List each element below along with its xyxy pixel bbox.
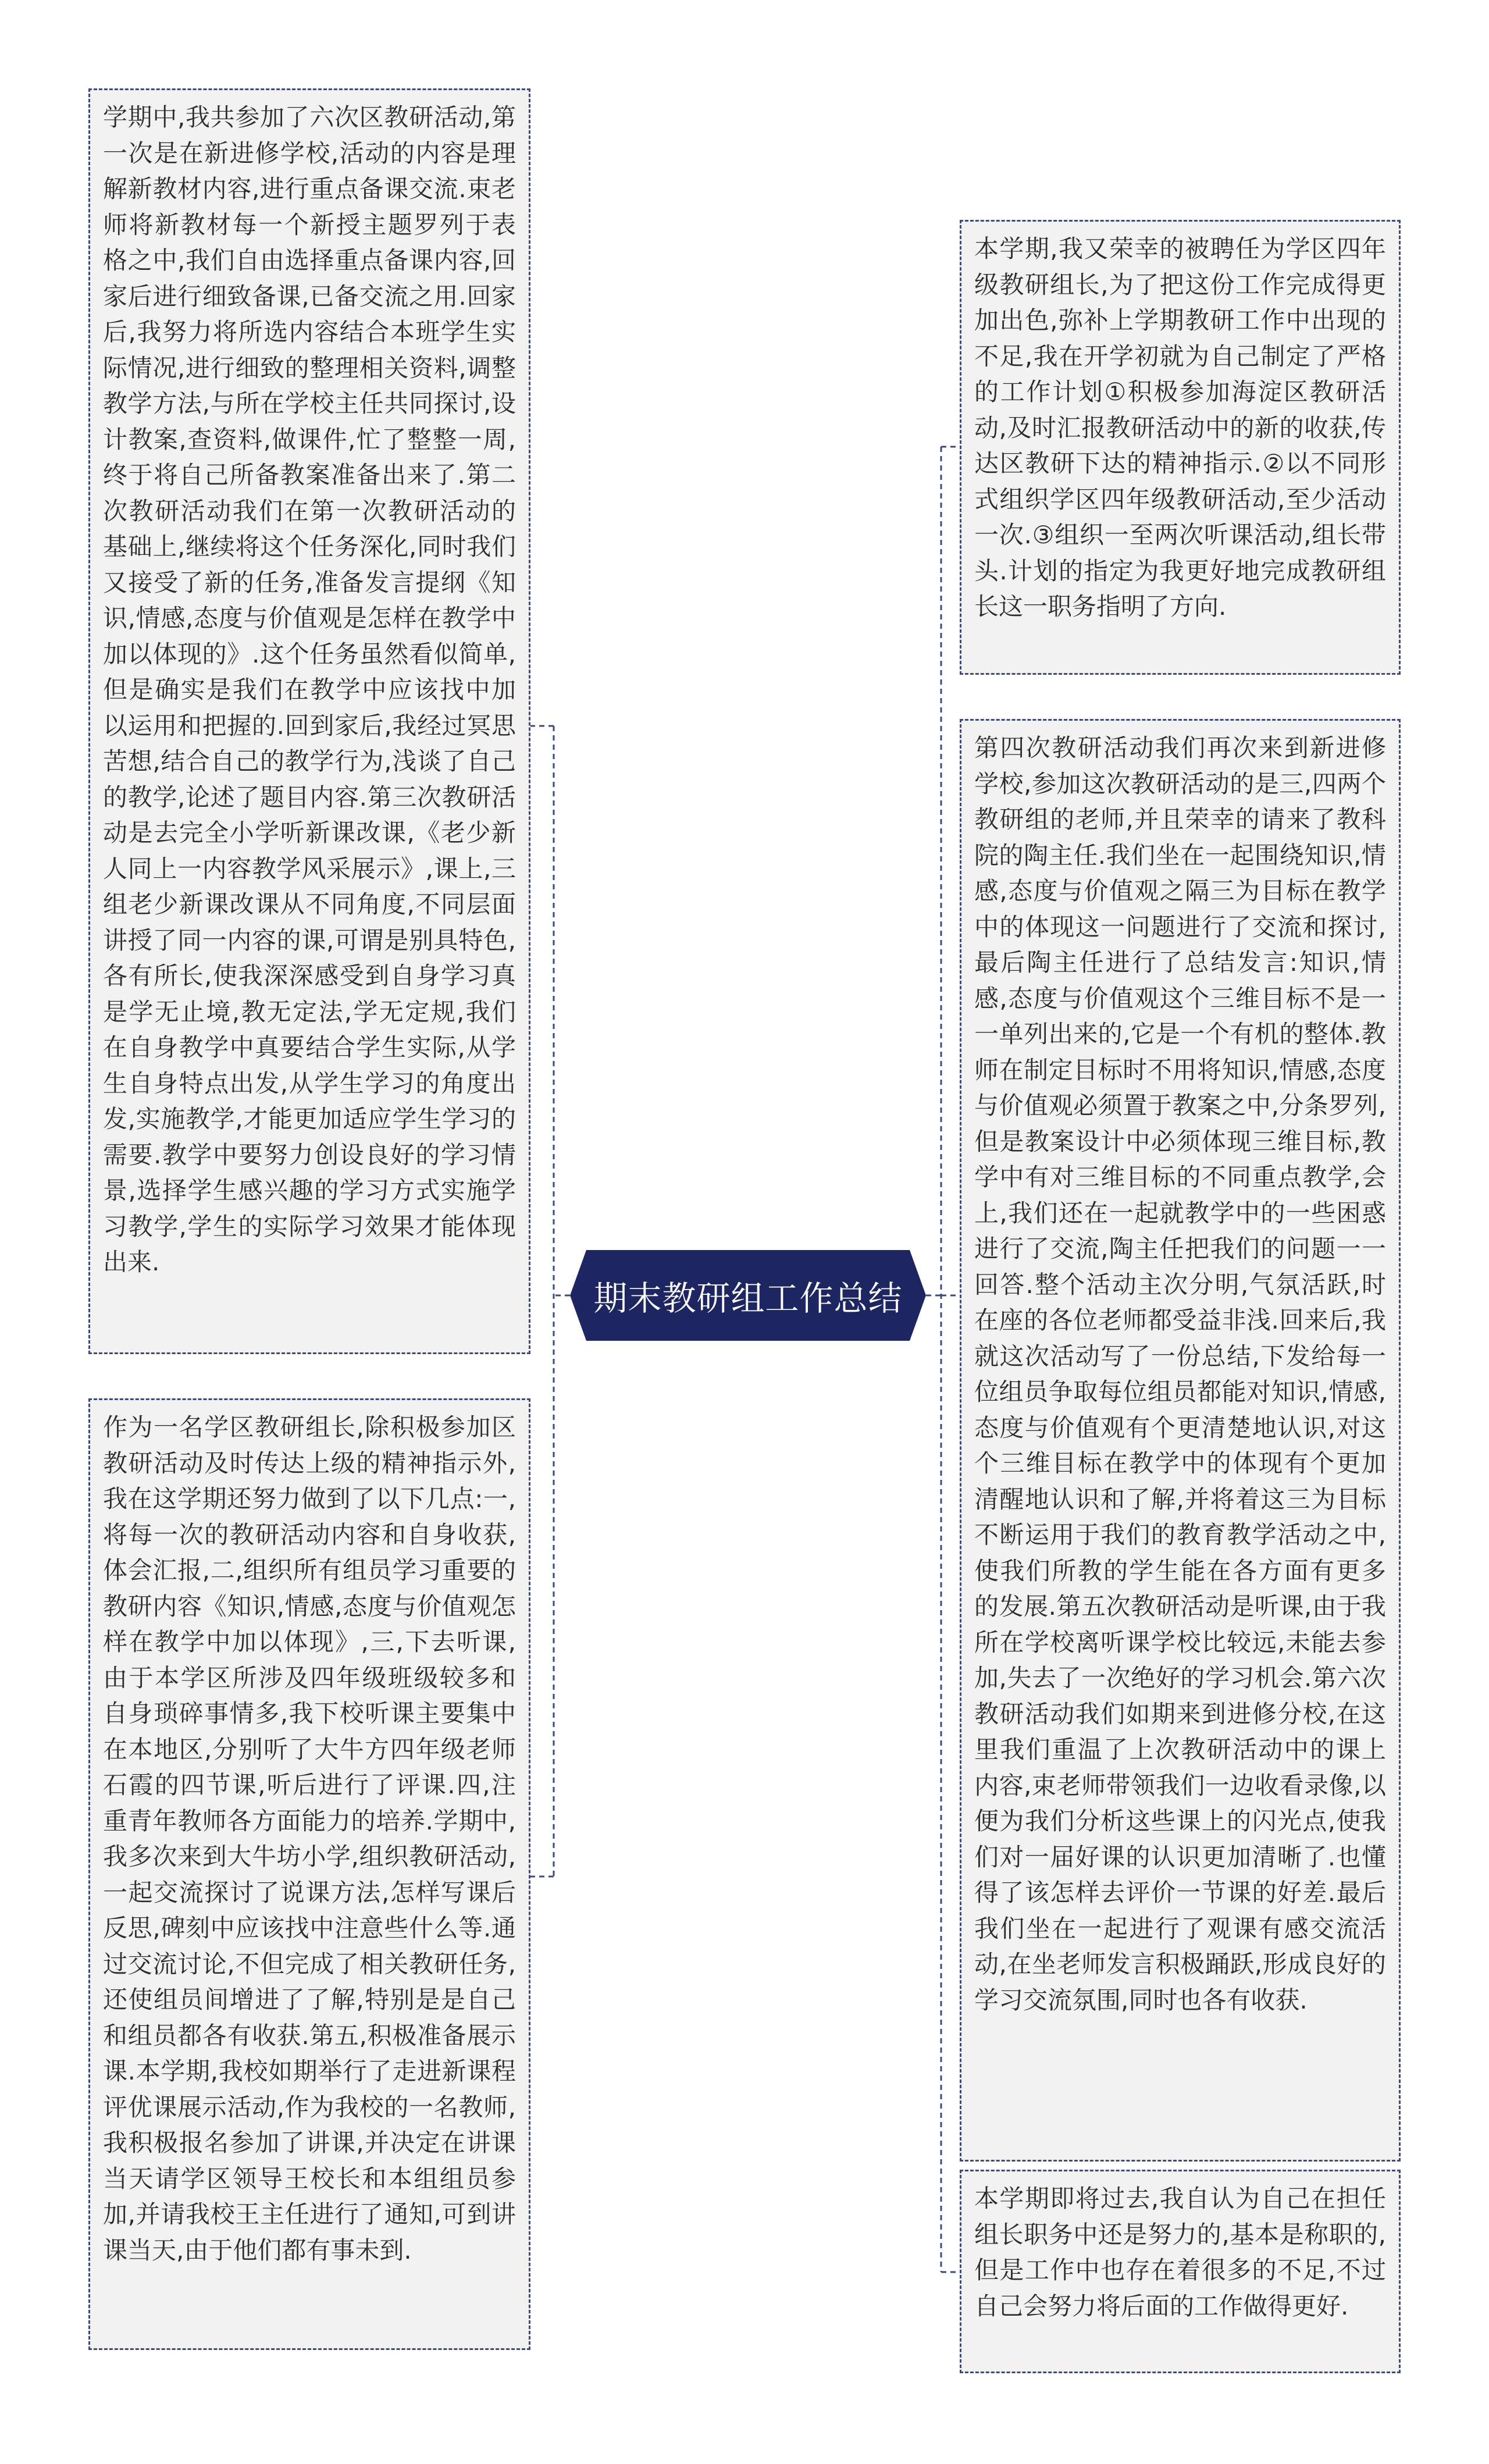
topic-node-right-3[interactable]: 本学期即将过去,我自认为自己在担任组长职务中还是努力的,基本是称职的,但是工作中也存在着很多的不足,不过自己会努力将后面的工作做得更好.	[960, 2170, 1401, 2373]
topic-node-left-2[interactable]: 作为一名学区教研组长,除积极参加区教研活动及时传达上级的精神指示外,我在这学期还努力做到了以下几点:一,将每一次的教研活动内容和自身收获,体会汇报,二,组织所有组员学习重要的教研内容《知识,情感,态度与价值观怎样在教学中加以体现》,三,下去听课,由于本学区所涉及四年级班级较多和自身琐碎事情多,我下校听课主要集中在本地区,分别听了大牛方四年级老师石霞的四节课,听后进行了评课.四,注重青年教师各方面能力的培养.学期中,我多次来到大牛坊小学,组织教研活动,一起交流探讨了说课方法,怎样写课后反思,碑刻中应该找中注意些什么等.通过交流讨论,不但完成了相关教研任务,还使组员间增进了了解,特别是是自己和组员都各有收获.第五,积极准备展示课.本学期,我校如期举行了走进新课程评优课展示活动,作为我校的一名教师,我积极报名参加了讲课,并决定在讲课当天请学区领导王校长和本组组员参加,并请我校王主任进行了通知,可到讲课当天,由于他们都有事未到.	[88, 1398, 530, 2350]
topic-node-right-2[interactable]: 第四次教研活动我们再次来到新进修学校,参加这次教研活动的是三,四两个教研组的老师,并且荣幸的请来了教科院的陶主任.我们坐在一起围绕知识,情感,态度与价值观之隔三为目标在教学中的体现这一问题进行了交流和探讨,最后陶主任进行了总结发言:知识,情感,态度与价值观这个三维目标不是一一单列出来的,它是一个有机的整体.教师在制定目标时不用将知识,情感,态度与价值观必须置于教案之中,分条罗列,但是教案设计中必须体现三维目标,教学中有对三维目标的不同重点教学,会上,我们还在一起就教学中的一些困惑进行了交流,陶主任把我们的问题一一回答.整个活动主次分明,气氛活跃,时在座的各位老师都受益非浅.回来后,我就这次活动写了一份总结,下发给每一位组员争取每位组员都能对知识,情感,态度与价值观有个更清楚地认识,对这个三维目标在教学中的体现有个更加清醒地认识和了解,并将着这三为目标不断运用于我们的教育教学活动之中,使我们所教的学生能在各方面有更多的发展.第五次教研活动是听课,由于我所在学校离听课学校比较远,未能去参加,失去了一次绝好的学习机会.第六次教研活动我们如期来到进修分校,在这里我们重温了上次教研活动中的课上内容,束老师带领我们一边收看录像,以便为我们分析这些课上的闪光点,使我们对一届好课的认识更加清晰了.也懂得了该怎样去评价一节课的好差.最后我们坐在一起进行了观课有感交流活动,在坐老师发言积极踊跃,形成良好的学习交流氛围,同时也各有收获.	[960, 719, 1401, 2162]
central-topic-title: 期末教研组工作总结	[593, 1279, 903, 1318]
central-topic[interactable]	[570, 1250, 926, 1341]
topic-node-right-1[interactable]: 本学期,我又荣幸的被聘任为学区四年级教研组长,为了把这份工作完成得更加出色,弥补上学期教研工作中出现的不足,我在开学初就为自己制定了严格的工作计划①积极参加海淀区教研活动,及时汇报教研活动中的新的收获,传达区教研下达的精神指示.②以不同形式组织学区四年级教研活动,至少活动一次.③组织一至两次听课活动,组长带头.计划的指定为我更好地完成教研组长这一职务指明了方向.	[960, 220, 1401, 675]
topic-node-left-1[interactable]: 学期中,我共参加了六次区教研活动,第一次是在新进修学校,活动的内容是理解新教材内容,进行重点备课交流.束老师将新教材每一个新授主题罗列于表格之中,我们自由选择重点备课内容,回家后进行细致备课,已备交流之用.回家后,我努力将所选内容结合本班学生实际情况,进行细致的整理相关资料,调整教学方法,与所在学校主任共同探讨,设计教案,查资料,做课件,忙了整整一周,终于将自己所备教案准备出来了.第二次教研活动我们在第一次教研活动的基础上,继续将这个任务深化,同时我们又接受了新的任务,准备发言提纲《知识,情感,态度与价值观是怎样在教学中加以体现的》.这个任务虽然看似简单,但是确实是我们在教学中应该找中加以运用和把握的.回到家后,我经过冥思苦想,结合自己的教学行为,浅谈了自己的教学,论述了题目内容.第三次教研活动是去完全小学听新课改课,《老少新人同上一内容教学风采展示》,课上,三组老少新课改课从不同角度,不同层面讲授了同一内容的课,可谓是别具特色,各有所长,使我深深感受到自身学习真是学无止境,教无定法,学无定规,我们在自身教学中真要结合学生实际,从学生自身特点出发,从学生学习的角度出发,实施教学,才能更加适应学生学习的需要.教学中要努力创设良好的学习情景,选择学生感兴趣的学习方式实施学习教学,学生的实际学习效果才能体现出来.	[88, 88, 530, 1354]
